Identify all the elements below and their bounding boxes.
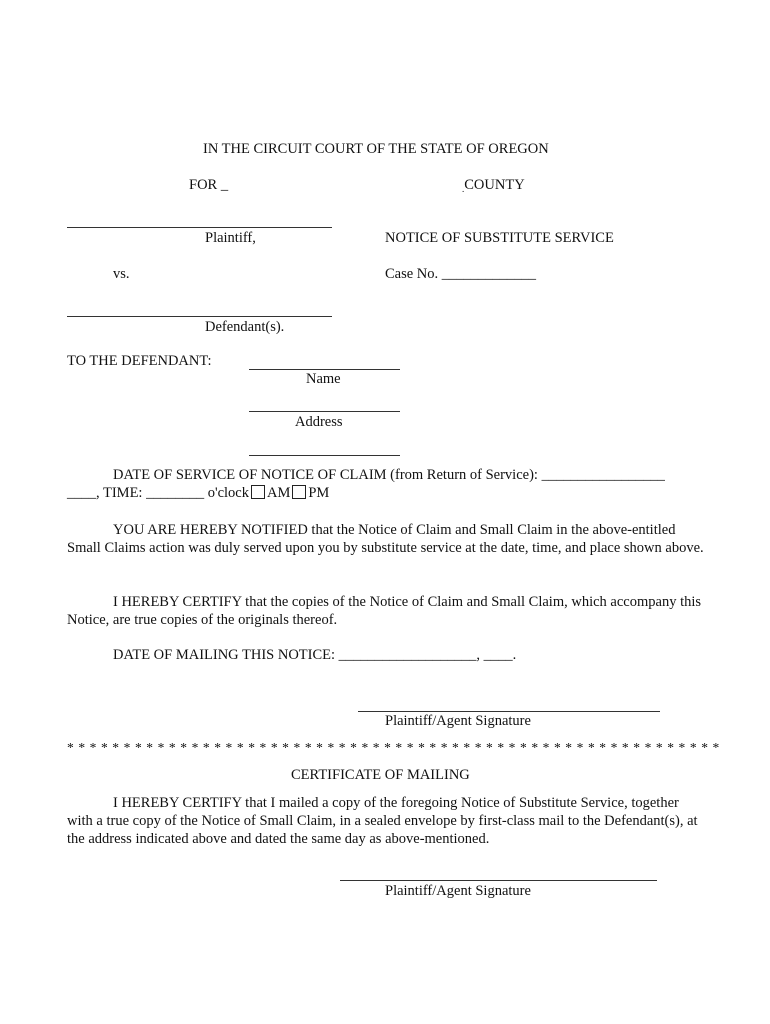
address-line-2 [249,455,400,456]
notice-title: NOTICE OF SUBSTITUTE SERVICE [385,230,614,246]
signature-label-1: Plaintiff/Agent Signature [385,713,531,729]
star-divider: * * * * * * * * * * * * * * * * * * * * * * * * * * * * * * * * * * * * * * * * * * * * * * * * * * * * * * * * * * [67,740,720,755]
time-prefix: ____, TIME: ________ o'clock [67,485,249,501]
am-label: AM [266,485,291,501]
certify-text: I HEREBY CERTIFY that the copies of the Notice of Claim and Small Claim, which accompany this Notice, are true copies of the originals thereof. [67,594,702,628]
certificate-paragraph [67,794,707,848]
county-label [462,177,525,194]
to-defendant-label: TO THE DEFENDANT: [67,353,212,369]
signature-line-1 [358,711,660,712]
time-line [67,485,329,502]
county-text: COUNTY [464,177,525,193]
defendant-name-line [67,316,332,317]
am-checkbox[interactable] [251,485,265,499]
vs-label: vs. [113,266,130,282]
certificate-title: CERTIFICATE OF MAILING [291,767,470,783]
pm-label: PM [308,485,330,501]
case-number-field: Case No. _____________ [385,266,537,282]
address-label: Address [295,414,343,430]
plaintiff-label: Plaintiff, [205,230,256,246]
county-dot: . [462,184,465,194]
certificate-text: I HEREBY CERTIFY that I mailed a copy of the foregoing Notice of Substitute Service, together with a true copy of the Notice of Small Claim, in a sealed envelope by first-class mail to the Defendant(s), at the address indicated above and dated the same day as above-mentioned. [67,795,698,847]
notified-paragraph [67,521,707,557]
for-county-label: FOR _ [189,177,229,193]
certify-paragraph [67,593,707,629]
defendant-label: Defendant(s). [205,319,285,335]
pm-checkbox[interactable] [292,485,306,499]
plaintiff-name-line [67,227,332,228]
court-title: IN THE CIRCUIT COURT OF THE STATE OF OREGON [203,141,549,157]
name-label: Name [306,371,341,387]
signature-label-2: Plaintiff/Agent Signature [385,883,531,899]
signature-line-2 [340,880,657,881]
mailing-date-line: DATE OF MAILING THIS NOTICE: ___________________, ____. [113,647,517,663]
address-line-1 [249,411,400,412]
date-of-service-line: DATE OF SERVICE OF NOTICE OF CLAIM (from Return of Service): _________________ [113,467,665,483]
defendant-name-line-2 [249,369,400,370]
notified-text: YOU ARE HEREBY NOTIFIED that the Notice of Claim and Small Claim in the above-entitled Small Claims action was duly served upon you by substitute service at the date, time, and place shown above. [67,522,704,556]
